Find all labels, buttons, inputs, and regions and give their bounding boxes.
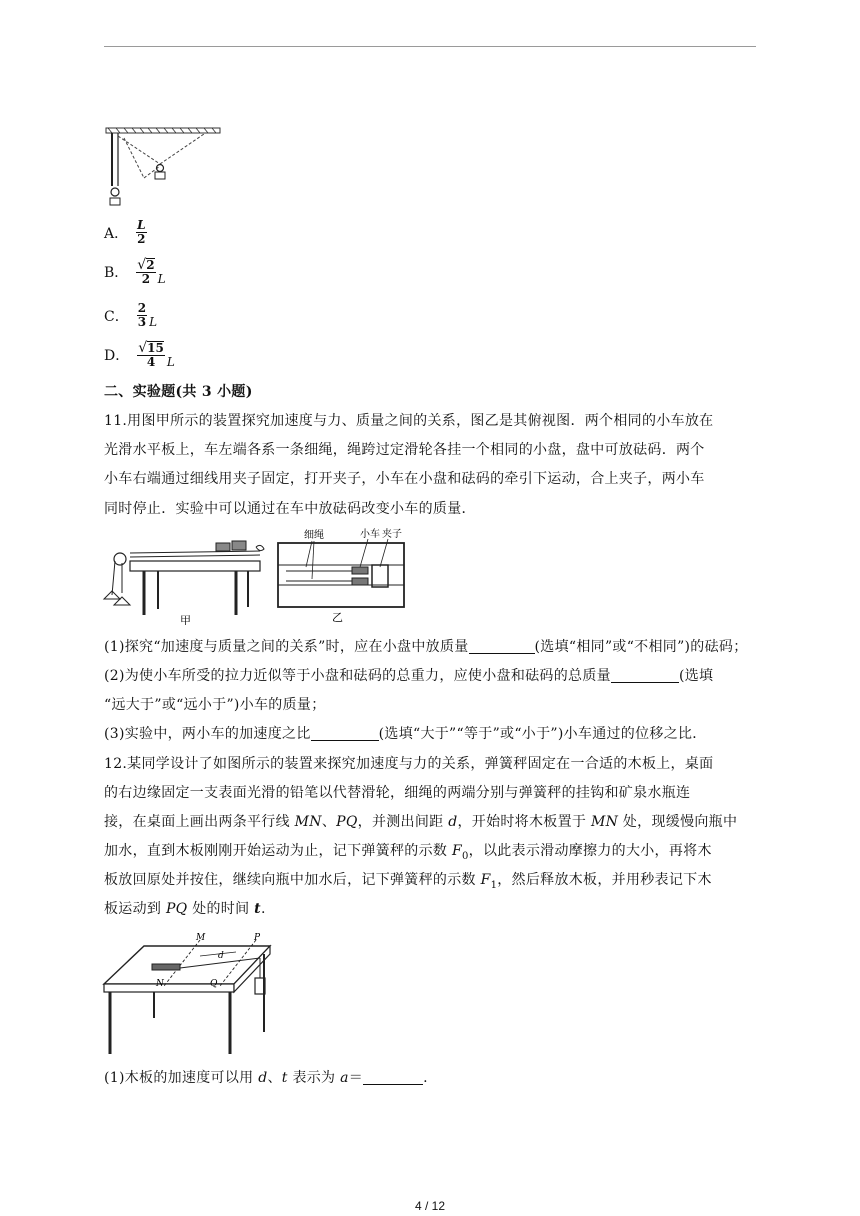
option-d-label: D．	[104, 348, 130, 364]
option-b-radicand: 2	[146, 258, 155, 272]
figure-yi-label: 乙	[332, 611, 343, 623]
option-b-label: B．	[104, 265, 129, 281]
page-number: 4 / 12	[414, 1199, 446, 1213]
q11-figure-jia	[100, 533, 270, 625]
header-rule	[104, 46, 756, 47]
option-a-denominator: 2	[137, 232, 146, 246]
answer-blank[interactable]	[611, 668, 679, 683]
figure-d-label: d	[218, 951, 224, 961]
option-d-radicand: 15	[147, 341, 164, 355]
option-a-fraction	[136, 219, 146, 246]
q11-figure-yi	[276, 527, 408, 623]
q12-sub-1: (1)木板的加速度可以用 d、t 表示为 a＝ .	[104, 1070, 428, 1086]
q11-sub-2: (2)为使小车所受的拉力近似等于小盘和砝码的总重力，应使小盘和砝码的总质量 (选填	[104, 668, 714, 684]
option-c-denominator: 3	[137, 315, 147, 329]
q10-option-d[interactable]	[104, 341, 175, 369]
option-b-tail: L	[157, 272, 166, 286]
q12-line-2: 的右边缘固定一支表面光滑的铅笔以代替滑轮，细绳的两端分别与弹簧秤的挂钩和矿泉水瓶连	[104, 785, 691, 801]
figure-yi-car-label: 小车	[360, 529, 380, 540]
q11-line-4: 同时停止．实验中可以通过在车中放砝码改变小车的质量．	[104, 501, 476, 517]
q11-line-2: 光滑水平板上，车左端各系一条细绳，绳跨过定滑轮各挂一个相同的小盘，盘中可放砝码．两个	[104, 442, 705, 458]
q11-sub-3: (3)实验中，两小车的加速度之比 (选填“大于”“等于”或“小于”)小车通过的位移之比．	[104, 726, 707, 742]
q10-option-b[interactable]	[104, 258, 166, 286]
q12-line-5: 板放回原处并按住，继续向瓶中加水后，记下弹簧秤的示数 $F_1$，然后释放木板，并用秒表记下木	[104, 872, 712, 891]
q10-option-a[interactable]	[104, 219, 147, 246]
q11-sub-2-cont: “远大于”或“远小于”)小车的质量；	[104, 697, 326, 713]
figure-N-label: N	[156, 979, 164, 989]
option-b-fraction	[136, 258, 155, 286]
q12-line-3: 接，在桌面上画出两条平行线 MN、PQ，并测出间距 d，开始时将木板置于 MN 处，现缓慢向瓶中	[104, 814, 738, 830]
figure-P-label: P	[254, 933, 261, 943]
q11-sub-1: (1)探究“加速度与质量之间的关系”时，应在小盘中放质量 (选填“相同”或“不相同”)的砝码；	[104, 639, 748, 655]
section-heading: 二、实验题(共 3 小题)	[104, 384, 253, 400]
figure-yi-clip-label: 夹子	[382, 529, 402, 540]
q10-pulley-figure	[104, 126, 224, 206]
option-a-numerator: L	[137, 218, 146, 232]
figure-Q-label: Q	[210, 979, 218, 989]
q11-line-3: 小车右端通过细线用夹子固定，打开夹子，小车在小盘和砝码的牵引下运动，合上夹子，两小车	[104, 471, 705, 487]
answer-blank[interactable]	[469, 639, 535, 654]
option-c-numerator: 2	[137, 301, 147, 315]
sqrt-icon: √	[137, 257, 147, 273]
q11-line-1: 11.用图甲所示的装置探究加速度与力、质量之间的关系，图乙是其俯视图．两个相同的小车放在	[104, 413, 714, 429]
figure-M-label: M	[196, 933, 206, 943]
option-d-denominator: 4	[146, 355, 156, 369]
option-b-denominator: 2	[141, 272, 151, 286]
q12-line-4: 加水，直到木板刚刚开始运动为止，记下弹簧秤的示数 $F_0$，以此表示滑动摩擦力的大小，再将木	[104, 843, 712, 862]
option-a-label: A．	[104, 225, 129, 242]
q12-line-1: 12.某同学设计了如图所示的装置来探究加速度与力的关系，弹簧秤固定在一合适的木板上，桌面	[104, 756, 714, 772]
q10-option-c[interactable]	[104, 302, 157, 329]
option-d-tail: L	[166, 355, 175, 369]
figure-jia-label: 甲	[180, 614, 191, 625]
option-d-fraction	[137, 341, 165, 369]
answer-blank[interactable]	[363, 1070, 423, 1085]
option-c-fraction	[137, 302, 147, 329]
q12-table-figure	[100, 928, 276, 1058]
q12-line-6: 板运动到 PQ 处的时间 t.	[104, 901, 266, 917]
sqrt-icon: √	[138, 340, 148, 356]
option-c-label: C．	[104, 308, 129, 325]
answer-blank[interactable]	[311, 726, 379, 741]
option-c-tail: L	[149, 315, 158, 329]
figure-yi-rope-label: 细绳	[304, 530, 324, 541]
